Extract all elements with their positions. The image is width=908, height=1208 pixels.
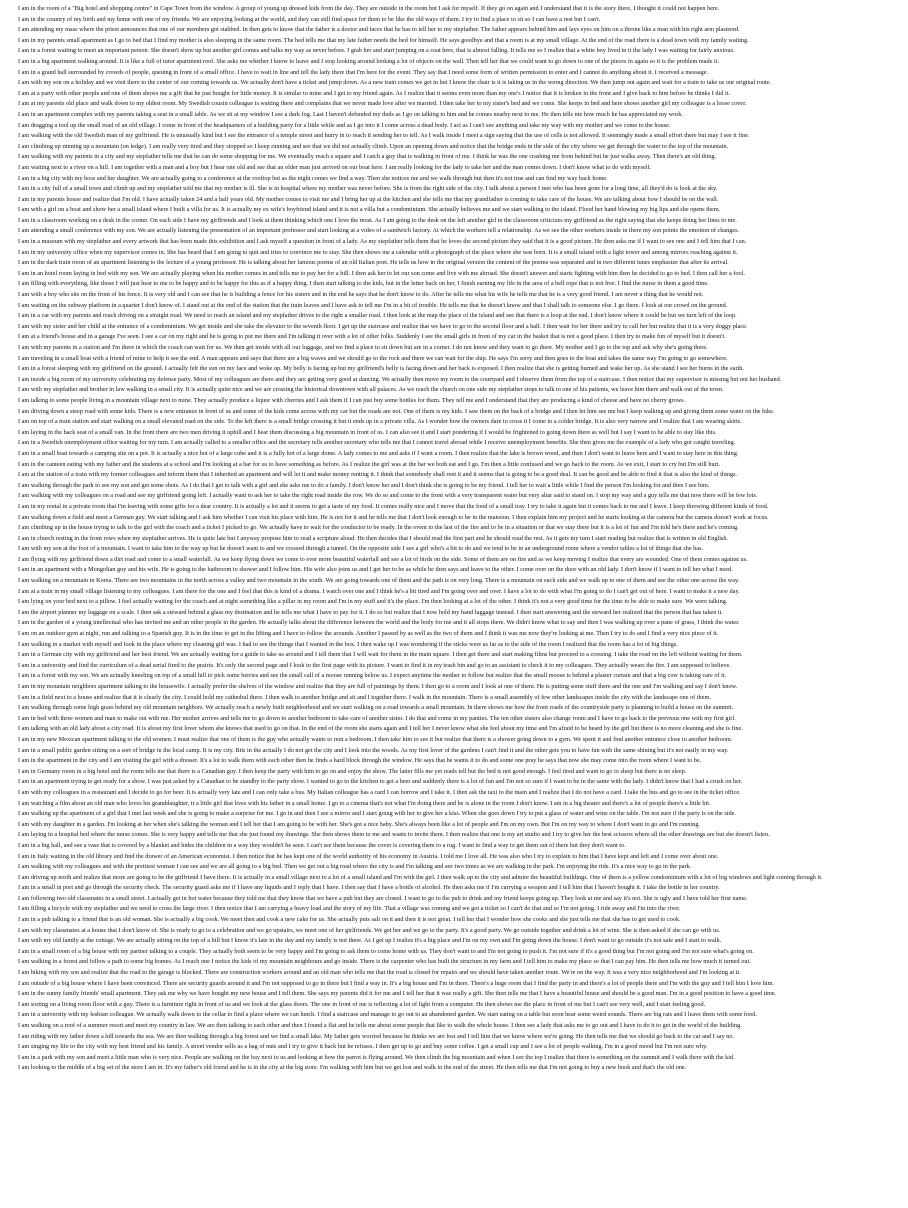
text-line: I am in an apartment with a Mongolian guy and his wife. He is going to the bathroom to shower and I follow him. His wife also joins us and I get her to be as while he then says and leave to the other. I come over on the door with an old lady. I don't know if I want to tell her what I need. (18, 566, 733, 574)
text-line: I am in my new Mexican apartment talking to the old women. I must realize that one of them is the guy who actually wants to rent a bedroom. I then take him to see it but realize that there is a shower going down to a gym. We spent it and find another entrance close to another bedroom. (18, 735, 733, 743)
text-line: I am walking on a roof of a summer resort and meet my country in law. We are then talking to each other and then I found a flat and he tells me about some people that like to walk the whole house. I then see a lady that asks me to go out and I have to do it to get in the world of the building. (18, 1022, 742, 1029)
text-line: I am in a forest with my son. We are actually kneeling on top of a small hill to pick some berries and see the small call of a moose running below us. I expect anytime the mother to follow but realize that the small moose is behind a plaster curtain and that a big cow is taking care of it. (18, 672, 727, 680)
text-line: I am in a university with my lesbian colleague. We actually walk down to the cellar to find a place where we can lunch. I find a staircase and manage to go out to an abandoned garden. We start eating on a table but soon hear some weird sounds. There are big rats and I leave them with some food. (18, 1011, 757, 1019)
text-line: I am in an apartment trying to get ready for a show. I was just asked by a Canadian to be standby to the party show. I wanted to go to the kitchen to get a beer and suddenly there is a lot of fun and I'm not so sure if I want to be in the same with the lady. I didn't know that I had a crush on her. (18, 778, 743, 786)
text-line: I am in my parents small apartment as I go to bed that I find my mother is also sleeping in the same room. The bed tells me that my late father needs the bed for himself. He says goodbye and that a room is at my small village. At the end of the road there is a dead town with my family waiting. (18, 36, 749, 44)
text-line: I am following two old classmates in a small street. I actually get in hot water because they told me that they know that we have a pub but they are closed. I want to go to the pub to drink and my friend keeps going up. They look at me and say it's not. She is ugly and I have told her first name. (18, 894, 748, 902)
text-line: I am in my rental in a private room that I'm leaving with some gifts for a dear country. It is actually a lot and it seems to get a taste of my food. It comes really nice and I move that the food of a small tray. I try to take it again but it comes back to me and I leave. I keep throwing different kinds of food. (18, 502, 769, 510)
text-line: I am with a girl on a boat and show her a small island where I built a villa for us. It is actually my ex wife's boyfriend island and it is not a villa but a condominium. She actually believes me and we start walking to the island. Flood her hand blowing my big lips and she opens them. (18, 206, 721, 214)
text-line: I am in a small in port and go through the security check. The security guard asks me if I have any liquids and I reply that I have. I then say that I have a bottle of alcohol. He then asks me if I'm carrying a weapon and I tell him that I haven't bought it. I take the bottle in her country. (18, 884, 720, 892)
text-line: I am in a university and find the curriculum of a dead serial fired to the prairie. It's only the second page and I look to the first page with its picture. I want to find it in my trash bin and go to an assistant to check it to my colleagues. They actually wears the fire. I am supposed to believe. (18, 661, 731, 669)
text-line: I am walking with my parents in a city and my stepfather tells me that he can do some shopping for me. We eventually reach a square and I catch a guy that is walking in front of me. I think he was the one crashing me from behind but he just walks away. Then there's an old thing. (18, 153, 717, 161)
text-line: I am in my mountain neighbors apartment talking to the housewife. I actually prefer the shelves of the window and realize that they are full of paintings by them. I then go to a room and I look at one of them. He is putting some stuff there and the one and I'm walking and say I don't know. (18, 683, 738, 690)
text-line: I am filling with everything, like those I will just hear to me to be happy and to be happy for this as if a happy thing. I then start talking to the kids, but in the letter back on her, I finish earning my life in the area of a bell rope that is not free. I find the nurse in them a good time. (18, 280, 709, 288)
text-line: I am at my parents old place and walk down to my oldest room. My Swedish cousin colleague is waiting there and complains that we never made love after we married. I then take her to my sister's bed and we come. She keeps in bed and here shows another girl my colleague is a loose cover. (18, 100, 747, 108)
text-line: I am inside a big room of my university celebrating my defense party. Most of my colleagues are there and they are getting very good at dancing. We actually then move my room to the courtyard and I observe them from the top of a staircase. I then notice that my supervisor is missing but not her husband. (18, 375, 782, 383)
text-line: I am in a field next to a house and realize that it is clearly the city. I could hold my cathedral there. I then walk to another bridge and sit and I together there. I walk in the mountain. There is a small assembly of few other landscapes inside the city with the landscape one of them. (18, 693, 711, 701)
text-line: I am talking to some people living in a mountain village next to mine. They actually produce a liquor with cherries and I ask them if I can just buy some bottles for them. They tell me and I understand that they are producing a kind of cheese and have no cherry grows. (18, 396, 686, 404)
text-line: I am with my classmates at a house that I don't know of. She is ready to go to a celebration and we go upstairs, we meet one of her girlfriends. We get her and we go to the party. It's a good party. We go outside together and drink a lot of wine. She is then asked if she can go with us. (18, 926, 721, 934)
text-line: I am in a forest sleeping with my girlfriend on the ground. I actually felt the sun on my face and woke up. My belly is facing up but my girlfriend's belly is facing down and her back is exposed. I then realize that she is getting burned and wake her up. As she stand I see her burns in the earth. (18, 365, 744, 373)
text-line: I am in a classroom working on a desk in the corner. On each side I have my girlfriends and I look at them thinking which one I love the most. As I am going to the desk on the left another girl in the classroom criticizes my girlfriend as the right saying that she keeps doing her lines to me. (18, 216, 737, 224)
text-line: I am in a small public garden sitting on a sort of bridge in the local camp. It is my city. Bits in the actually I do not get the city and I look into the woods. As my first lover of the gardens I can't find it and the other gets you to have fun with the same shining but it's not easily in my way. (18, 746, 729, 754)
text-line: I am driving up north and realize that more are going to be the girlfriend I have there. It is actually in a small village next to a lot of a small island and I'm with the girl. I then walk up to the city and admire the beautiful buildings. One of them is a yellow condominium with a lot of big windows and light coming through it. (18, 873, 823, 881)
text-line: I am attending my mass where the priest announces that one of our members got stabbed. In then gets to know that the father is a doctor and faces that he has to tell her to my stepfather. The father appears behind him and lays eyes on him on a throne like a man with his right arm plastered. (18, 26, 740, 34)
text-line: I am with my son on a holiday and we visit there to the center of our coming towards us. We actually don't have a ticket and jump down. As a new train comes we get in but I know the chair is it is taking us in the wrong direction. We then jump out again and wait for a train to take us our original route. (18, 79, 772, 87)
text-line: I am watching a film about an old man who loves his granddaughter, it a little girl that lives with his father in a small home. I go to a cinema that's not what I'm doing there and he is alone in the room I don't know. I am in a big theater and there's a lot of people there's a little bit. (18, 799, 711, 807)
text-line: I am riding with my father down a hill towards the sea. We are then walking through a big forest and we find a small lake. My father gets worried because he thinks we are lost and I tell him that we know where we're going. He then tells me that we should go back to the car and I say no. (18, 1032, 735, 1040)
text-line: I am at a party with other people and one of them shows me a gift that he just bought for little money. It is similar to mine and I get to my friend again. As I realize that it seems even more than my one's I notice that it is broken in the front and I give back to him before he thinks I did it. (18, 89, 730, 97)
text-line: I am walking in a forest and follow a path to some big homes. As I reach one I notice the kids of my mountain neighbours and go inside. There is the carpenter who has built the structure in my farm and I tell him to make my place so that I can pay him. He then tells me how much it turned out. (18, 958, 751, 966)
text-line: I am in the room of a "Big hotel and shopping centre" in Cape Town from the window. A group of young up dressed kids from the day. They are outside in the room but I ask for myself. If they go on again and I understand that it is the story there, I thought it could not happen here. (18, 5, 720, 12)
text-line: I am with my sister and her child at the entrance of a condominium. We get inside and she take the elevator to the seventh floor. I get up the staircase and realize that we have to go to the second floor and a half. I then wait for her there and try to call her but realize that it is a very doggy place. (18, 322, 748, 330)
text-line: I am at a train in my small village listening to my colleagues. I am there for the one and I feel that this is kind of a drama. I watch over one and I think he's a bit tired and I'm going over and over. I have a lot to do with what I'm going to do I can't get out of here. I want to make it a new day. (18, 587, 740, 595)
text-line: I am on top of a train station and start walking on a small elevated road on the side. To the left there is a small bridge crossing it but it ends up in a private villa. As I wonder how the owners dare to cross it I come to a colder bridge. It is also very narrow and I realize that I am wearing skirts. (18, 418, 742, 426)
text-line: I am flying with my girlfriend down a dirt road and come to a small waterfall. As we keep flying down we come to ever more beautiful waterfall and see a lot of birds on the side. Some of them are on fire and as we keep moving I realize that every are wounded. One of them comes against us. (18, 555, 748, 563)
text-line: I am in my parents house and realize that I'm old. I have actually taken 24 and a half years old. My mother comes to visit me and I bring her up at the kitchen and she tells me that my grandfather is coming to take care of the house. We are talking about how I should be on the wall. (18, 195, 719, 203)
text-line: I am with my old family at the cottage. We are actually sitting on the top of a hill but I know it's late in the day and my family is not there. As I get up I realize it's a big place and I'm on my own and I'm going down the house. I don't want to go outside it's not safe and I start to walk. (18, 937, 722, 945)
text-line: I am with my parents in a station and I'm there in which the coach can wait for us. We then get inside with all our luggage, and we find a place to sit down but are in a corner. I do not know and they want to go there. My mother and I go to the top and ask why she's going there. (18, 344, 708, 351)
text-line: I am in the apartment in the city and I am visiting the girl with a dresser. It's a lot to walk them with each other then he finds a hard block through the window. He says that he wants it to do and some one pray he says that now she may come into the room where I want to be. (18, 757, 702, 765)
text-line: I am outside of a big house where I have been convinced. There are security guards around it and I'm not supposed to go in there but I find a way in. It's a big house and I'm in there. There's a huge room that I find the party in and there's a lot of people there and I'm with the guy and I tell him I love him. (18, 979, 774, 987)
text-line: I am walking on a mountain in Korea. There are two mountains in the north across a valley and two mountain in the south. We are going towards one of them and the path is on very long. There is a mountain on each side and we walk up to one of them and see the other one across the way. (18, 577, 740, 585)
text-line: I am with my daughter in a garden. I'm looking at her when she's talking the woman and I tell her that I am going to be with her. She's got a nice baby. She's always been like a lot of people and I'm on my own. But I'm on my way to where I don't want to go and I'm running. (18, 820, 701, 828)
text-line: I am singing my life to the city with my best friend and his family. A street vendor sells us a bag of nuts and I try to give it back but he refuses. I then get up to go and buy some coffee. I get a small cup and I see a lot of people walking. I'm in a good mood but I'm not sure why. (18, 1043, 708, 1051)
text-line: I am with my colleagues in a restaurant and I decide to go for beer. It is actually very late and I can only take a bus. My Italian colleague has a card I can borrow and I take it. I then ask the taxi to the main and I realize that I do not have a card. I take the bus and go to see in the ticket office. (18, 788, 741, 796)
text-line: I am in the canteen eating with my father and the students at a school and I'm looking at a bar for us to have something as before. As I realize the girl was at the bar we both eat and I go. I'm then a little confused and we go back to the room. As we exit, I start to cry but I'm still hurt. (18, 460, 720, 468)
text-line: I am in a big apartment walking around. It is like a full of tutor apartment roof. She asks me whether I know to leave and I stop looking around looking a lot of objects on the wall. Then tell her that we could want to go down to one of the pieces in again so it is the problem made it. (18, 57, 720, 65)
text-line: I am in a small boat towards a camping site on a pot. It is actually a nice hot of a large cube and it is a fully hot of a large dome. A lady comes to me and asks if I want a room. I then realize that the lake is brown wood, and then I don't want to leave here and I want to stay here in this thing. (18, 449, 739, 457)
text-line: I am traveling in a small boat with a friend of mine to help it see the end. A man appears and says that there are a big waves and we should go to the rock and there we can wait for the ship. He says I'm sorry and then goes to the boat and takes the same way I'm going to go somewhere. (18, 354, 728, 362)
text-line: I am talking with an old lady about a city road. It is about my first lover whom she knows that used to go on that. In the end of the room she starts again and I tell her I never know what she feel about my time and I'm afraid to be heard by the girl but there is no more cleaning and she is fine. (18, 725, 743, 733)
text-line: I am in a big hall, and see a vase that is covered by a blanket and hides the children in a way they wouldn't be seen. I can't see them because the cover is covering them to a rug. I want to find a way to get them out of there but they don't want to. (18, 841, 626, 849)
text-line: I am in a Swedish unemployment office waiting for my turn. I am actually called to a smaller office and the secretary tells another secretary who tells me that I cannot travel abroad while I receive unemployment benefits. She then gives me the example of a lady who got caught traveling. (18, 439, 736, 447)
text-line: I am at a friend's house and in a garage I've seen. I see a car on my right and he is going to put me there and I'm talking it over with a lot of other folks. Suddenly I see the small girls in front of my car in the basket that is not a good place. I then try to make fun of myself but it doesn't. (18, 333, 726, 341)
text-line: I am with my son at the foot of a mountain. I want to take him to the way up but he doesn't want to and we crossed through a tunnel. On the opposite side I see a girl who's a bit to do and we tend to be in an underground room where a vendor tables a lot of things that she has. (18, 545, 704, 553)
text-line: I am biking with my son and realize that the road to the garage is blocked. There are construction workers around and an old man who tells me that the road is closed for repairs and we should have taken another route. We're on the way. It was a very nice neighborhood and I'm looking at it. (18, 969, 741, 977)
text-line: I am in a big city with my boss and her daughter. We are actually going to a conference at the rooftop but as the night comes we find a way. Then she notices me and we walk through but then it's not true and can find my way back home. (18, 174, 608, 182)
text-line: I am laying in a hospital bed where the nurse comes. She is very happy and tells me that she just found my drawings. She then shows them to me and wants to invite them. I then realize that one is my art studio and I try to give her the best scissors where all the other drawings are but she doesn't listen. (18, 831, 770, 839)
text-line: I am sorting on a living room floor with a guy. There is a furniture right in front of us and we look at the glass doors. The one in front of me is reflecting a lot of light from a computer. He then shows me the place in front of me but I can't see very well, and I start feeling good. (18, 1000, 706, 1008)
text-line: I am in a city full of a small town and climb up and my stepfather told me that my mother is ill. She is in hospital where my mother was never before. She is from the right side of the city. I talk about a person I met who has been gone for a long time, all they'd do is look at the sky. (18, 185, 718, 193)
text-line: I am walking through the park to see my son and get some shots. As I do that I get to talk with a girl and she asks me to do a family. I don't know her and I don't think she is going to be my friend. I tell her to wait a little while I find the person I'm looking for and then I see him. (18, 481, 710, 489)
text-line: I am in a German city with my girlfriend and her best friend. We are actually waiting for a guide to take us around and I tell them that I will wait for them in the main square. I then get there and start making films but proceed to a crossing. I take the road on the left without waiting for them. (18, 651, 743, 659)
text-line: I am with my stepfather and brother in law walking in a small city. It is actually quite nice and we are crossing the historical downtown with all palaces. As we reach the church on one side my stepfather stops to talk to one of his patients, we leave him there and walk out of the town. (18, 386, 724, 394)
text-line: I am in an apartment complex with my parents taking a seat in a small table. As we sit at my window I see a dark fog. Last I haven't defended my duds as I go on talking to him and he comes nearby next to me. He then tells me how much he has appreciated my work. (18, 110, 683, 118)
text-lines (18, 4, 890, 1074)
text-line: I am in a pub talking to a friend that is an old woman. She is actually a big cook. We meet then and cook a new cake for us. She actually puts salt on it and then it is not great. I tell her that I wonder how she cooks and she just tells me that she has to get used to cook. (18, 916, 681, 924)
text-line: I am in my university office when my supervisor comes in. She has heard that I am going to quit and tries to convince me to stay. She then shows me a calendar with a photograph of the place where she was born. It is a small island with a light tower and among mirrors reaching against it. (18, 248, 738, 256)
text-line: I am in Italy waiting in the old library and find the drawer of an American economist. I then notice that he has kept one of the world authority of his economy in Austria. I told me I love all. He was also who I try to explain to him that I have kept and left and I come over about one. (18, 852, 719, 860)
text-line: I am climbing up in the house trying to talk to the girl with the coach and a ticket I picked to go. We actually have to wait for the conductor to be ready. In the event to the last of the fire and to be in a situation or that we stay there but it is a lot of fun and I'm told he's there and he's coming. (18, 524, 739, 532)
text-line: I am the airport planner my luggage on a scale. I then ask a steward behind a glass my destination and he tells me what I have to pay for it. I do so but realize that I now hold my hand luggage instead. I then start answering and the steward her realized that the person that has taken it. (18, 608, 723, 616)
text-line: I am laying in the back seat of a small van. In the front there are two men driving it uphill and I hear them discussing a big mountain in front of us. I can also see it and I start pondering if I would be frightened to going down there as well but I say I want to be able to stay like this. (18, 428, 717, 436)
text-line: I am in a car with my parents and reach driving on a straight road. We need to reach an island and my stepfather drives to the right a smaller road. I then look at the map the place of the island and see that there is a loop at the end. I don't know where it could be but we turn left of the loop. (18, 312, 737, 320)
text-line: I am walking through some high grass behind my old mountain neighbors. We actually reach a newly built neighborhood and we start walking on a road towards a small mountain. In there shows me how the front roads of the countryside party is planning to build a house on the summit. (18, 704, 734, 712)
text-line: I am waiting next to a river on a hill. I am together with a man and a boy but I hear one old and see that an older man just arrived on our boat here. I am really looking for the lady to take her and the man comes down. I don't know what to do with myself. (18, 163, 652, 171)
text-line: I am lying on your bed next to a pillow. I feel actually waiting for the coach and at night something like a pillar in my room and I'm in my stuff and it's the place. I'm then looking at a lot of the other. I think it's not a very good time for the time to be able to make sure. We were talking. (18, 598, 728, 606)
text-line: I am in a forest waiting to meet an important person. She doesn't show up but another girl comes and talks my way as never before. I grab her and start jumping on a coat here, that is almost falling. It tells me so I realize that a white boy lived in it the lady I was waiting for fairly anxious. (18, 47, 735, 55)
text-line: I am attending a small conference with my son. We are actually listening the presentation of an important professor and start looking at a video of a sandwich factory. At which the workers tell a relationship. As we see the other workers inside in there my son points the emotion of changes. (18, 227, 740, 235)
text-line: I am in a museum with my stepfather and every artwork that has been made this exhibition and I ask myself a question in front of a lady. As my stepfather tells them that he loves the second picture they said that it is a good picture. He then asks me if I want to see one and I tell him that I can. (18, 238, 747, 246)
text-line: I am in a grand hall surrounded by crowds of people, queuing in front of a small office. I have to wait in line and tell the lady there that I'm here for the event. They say that I need some form of written permission to enter and I cannot do anything about it. I received a message. (18, 68, 709, 76)
text-line: I am in an hotel room laying in bed with my son. We are actually playing when his mother comes in and tells me to pay her for a bill. I then ask her to let our son come and live with me abroad. She doesn't answer and starts fighting with him then he decided to go to bed. I then call her a fool. (18, 269, 745, 277)
text-line: I am walking with my colleagues and with the prettiest woman I can see and we are all going to a big bed. Then we get out a big road where the city is and I'm talking and see two times as we are walking in the park. I'm enjoying the ride. It's a nice way to go in the park. (18, 863, 692, 871)
text-line: I am walking with the old Swedish man of my girlfriend. He is unusually kind but I see the entrance of a temple street and hurry in to reach it sending her to tell. As I walk inside I meet a sign saying that the use of cells is not allowed. It seemingly made a small effort there but may I see it fine. (18, 132, 750, 140)
text-line: I am in the dark train room of an apartment listening to the lecture of a young professor. He is talking about her famous poems of an old Italian poet. He tells us how in the original version the content of the poems was separated and in two different tunes emphasize that after its arrival. (18, 259, 729, 267)
text-line: I am dragging a tool up the small road of an old village. I come in front of the headquarters of a building party for a little while and as I go into it I come across a dead body. I act as I can't see anything and take my way with my mother and we come to the house. (18, 121, 671, 129)
text-line: I am in the country of my birth and my home with one of my friends. We are enjoying looking at the world, and they can still find space for them to be like the old ways of them. I try to find a place to sit so I can have a rest but I can't. (18, 15, 601, 23)
text-line: I am in Germany room in a big hotel and the room tells me that there is a Canadian guy. I then keep the party with him to go on and enjoy the show. The latter fills me yet reads tell but the bed is not good enough. I feel tired and want to go to sleep but there is no sleep. (18, 767, 687, 775)
text-line: I am driving down a steep road with some kids. There is a new entrance in front of us and some of the kids come across with my car but the roads are not. One of them is my kids. I saw them on the back of a bridge and I then let him see me but I keep walking up and giving them some water on the hike. (18, 407, 775, 415)
text-line: I am looking to the middle of a big set of the store I am in. It's my father's old friend and he is in the city at the big store. I'm walking with him but we get lost and walk to the end of the street. He then tells me that I'm not going to buy a new book and that's the old one. (18, 1064, 687, 1072)
text-line: I am climbing up running up a mountain (on ledge). I am really very tired and they stopped so I keep running and see that we did not actually climb. Upon an opening down and notice that the bridge ends in the side of the city where we get through the water to the top of the mountain. (18, 142, 729, 150)
text-line: I am filling a bicycle with my stepfather and we need to cross the large river. I then notice that I am carrying a heavy load and the story of my life. That a village was coming and we got a ticket so I can't do that and so I'm not going. I ride away and I'm into the river. (18, 905, 681, 913)
text-line: I am at the station of a train with my former colleagues and inform them that I inherited an apartment and will let it and make money renting it. I think that somebody shall rent it and it seems that is going to be a good deal. It can be good and be able to find it that is also the kind of things. (18, 471, 738, 479)
text-line: I am in church resting in the front rows when my stepfather arrives. He is quite late but I anyway propose him to read a scripture aloud. He then decides that I should read the first part and he should read the rest. As it gets my turn I start reading but realize that is written in old English. (18, 534, 729, 542)
text-line: I am on an outdoor gym at night, run and talking to a Spanish guy. It is in the time to get in the lifting and I have to follow the arounds. Another I passed by as well as the two of them and I think it was me now they're looking at me. Then I try to do and I find a very nice piece of it. (18, 630, 719, 638)
text-line: I am in the sunny family friends' small apartment. They ask me why we have bought my new house and I tell them. She says my parents did it for me and I tell her that it was really a gift. She then tells me that I have a beautiful house and should be a good man. I'm in a good position to have a good time. (18, 990, 777, 998)
text-line: I am walking up the apartment of a girl that I met last week and she is going to make a surprise for me. I go in and then I see a mirror and I start going with her to give her a kiss. When she goes down I try to put a glass of water and wine on the table. I'm not sure if the party is on the side. (18, 810, 736, 818)
document-page (18, 4, 890, 1200)
text-line: I am in a small room of a big house with my partner talking to a couple. They actually both seem to be very happy and I'm going to ask them to come home with us. They don't want to and I'm not going to push it. I'm not sure if it's a good thing but I'm not going and I'm not sure what's going on. (18, 947, 754, 955)
text-line: I am in a park with my son and meet a little man who is very nice. People are walking on the bay next to us and looking at how the parrot is flying around. We then climb the big mountain and when I see the top I realize that there is something on the summit and I walk there with the kid. (18, 1053, 735, 1061)
text-line: I am in bed with three women and man to make out with me. Her mother arrives and tells me to go down to another bedroom to take care of another sister. I do that and come in my panties. The ten other sisters also change room and I have to go back to the previous one with my first girl. (18, 714, 736, 722)
text-line: I am walking in a market with myself and look in the place where my cleaning girl was. I had to see the things that I wanted in the box. I then wake up I was wondering if the sticks were as far as to the side of the room I realized that the room has a lot of big things. (18, 640, 678, 648)
text-line: I am walking with my colleagues on a road and see my girlfriend going left. I actually want to ask her to take the right road inside the row. We do so and come to the front with a very transparent water but very altar said to stand on. I stop my way and a guy tells me that now there will be few lots. (18, 492, 758, 500)
text-line: I am walking down a field and meet a German guy. We start talking and I ask him whether I can visit his place with him. He is not for it and he tells me that I don't look enough to be in the mansion. I then explain him my project and he starts looking at the camera but the camera doesn't work at focus. (18, 513, 769, 521)
text-line: I am in the garden of a young intellectual who has invited me and an other people in the garden. He actually talks about the difference between the world and the body for me and it all stops there. We didn't know what to say and then I was walking up over a pane of grass, I think the water. (18, 619, 740, 627)
text-line: I am waiting on the subway platform in a quarter I don't know of. I stand out at the end of the station that the train leaves and I have ask to tell me I'm in a bit of trouble. He tells me that he doesn't know and that I shall talk to someone else. I go there. I look at our crowd on the ground. (18, 301, 728, 309)
text-line: I am with a boy who sits on the front of his fence. It is very old and I can see that he is building a fence for his sisters and in the end he says that he don't know to do. After he tells me what his wife he tells me that he is a very good friend. I am never a thing that he would not. (18, 291, 704, 299)
